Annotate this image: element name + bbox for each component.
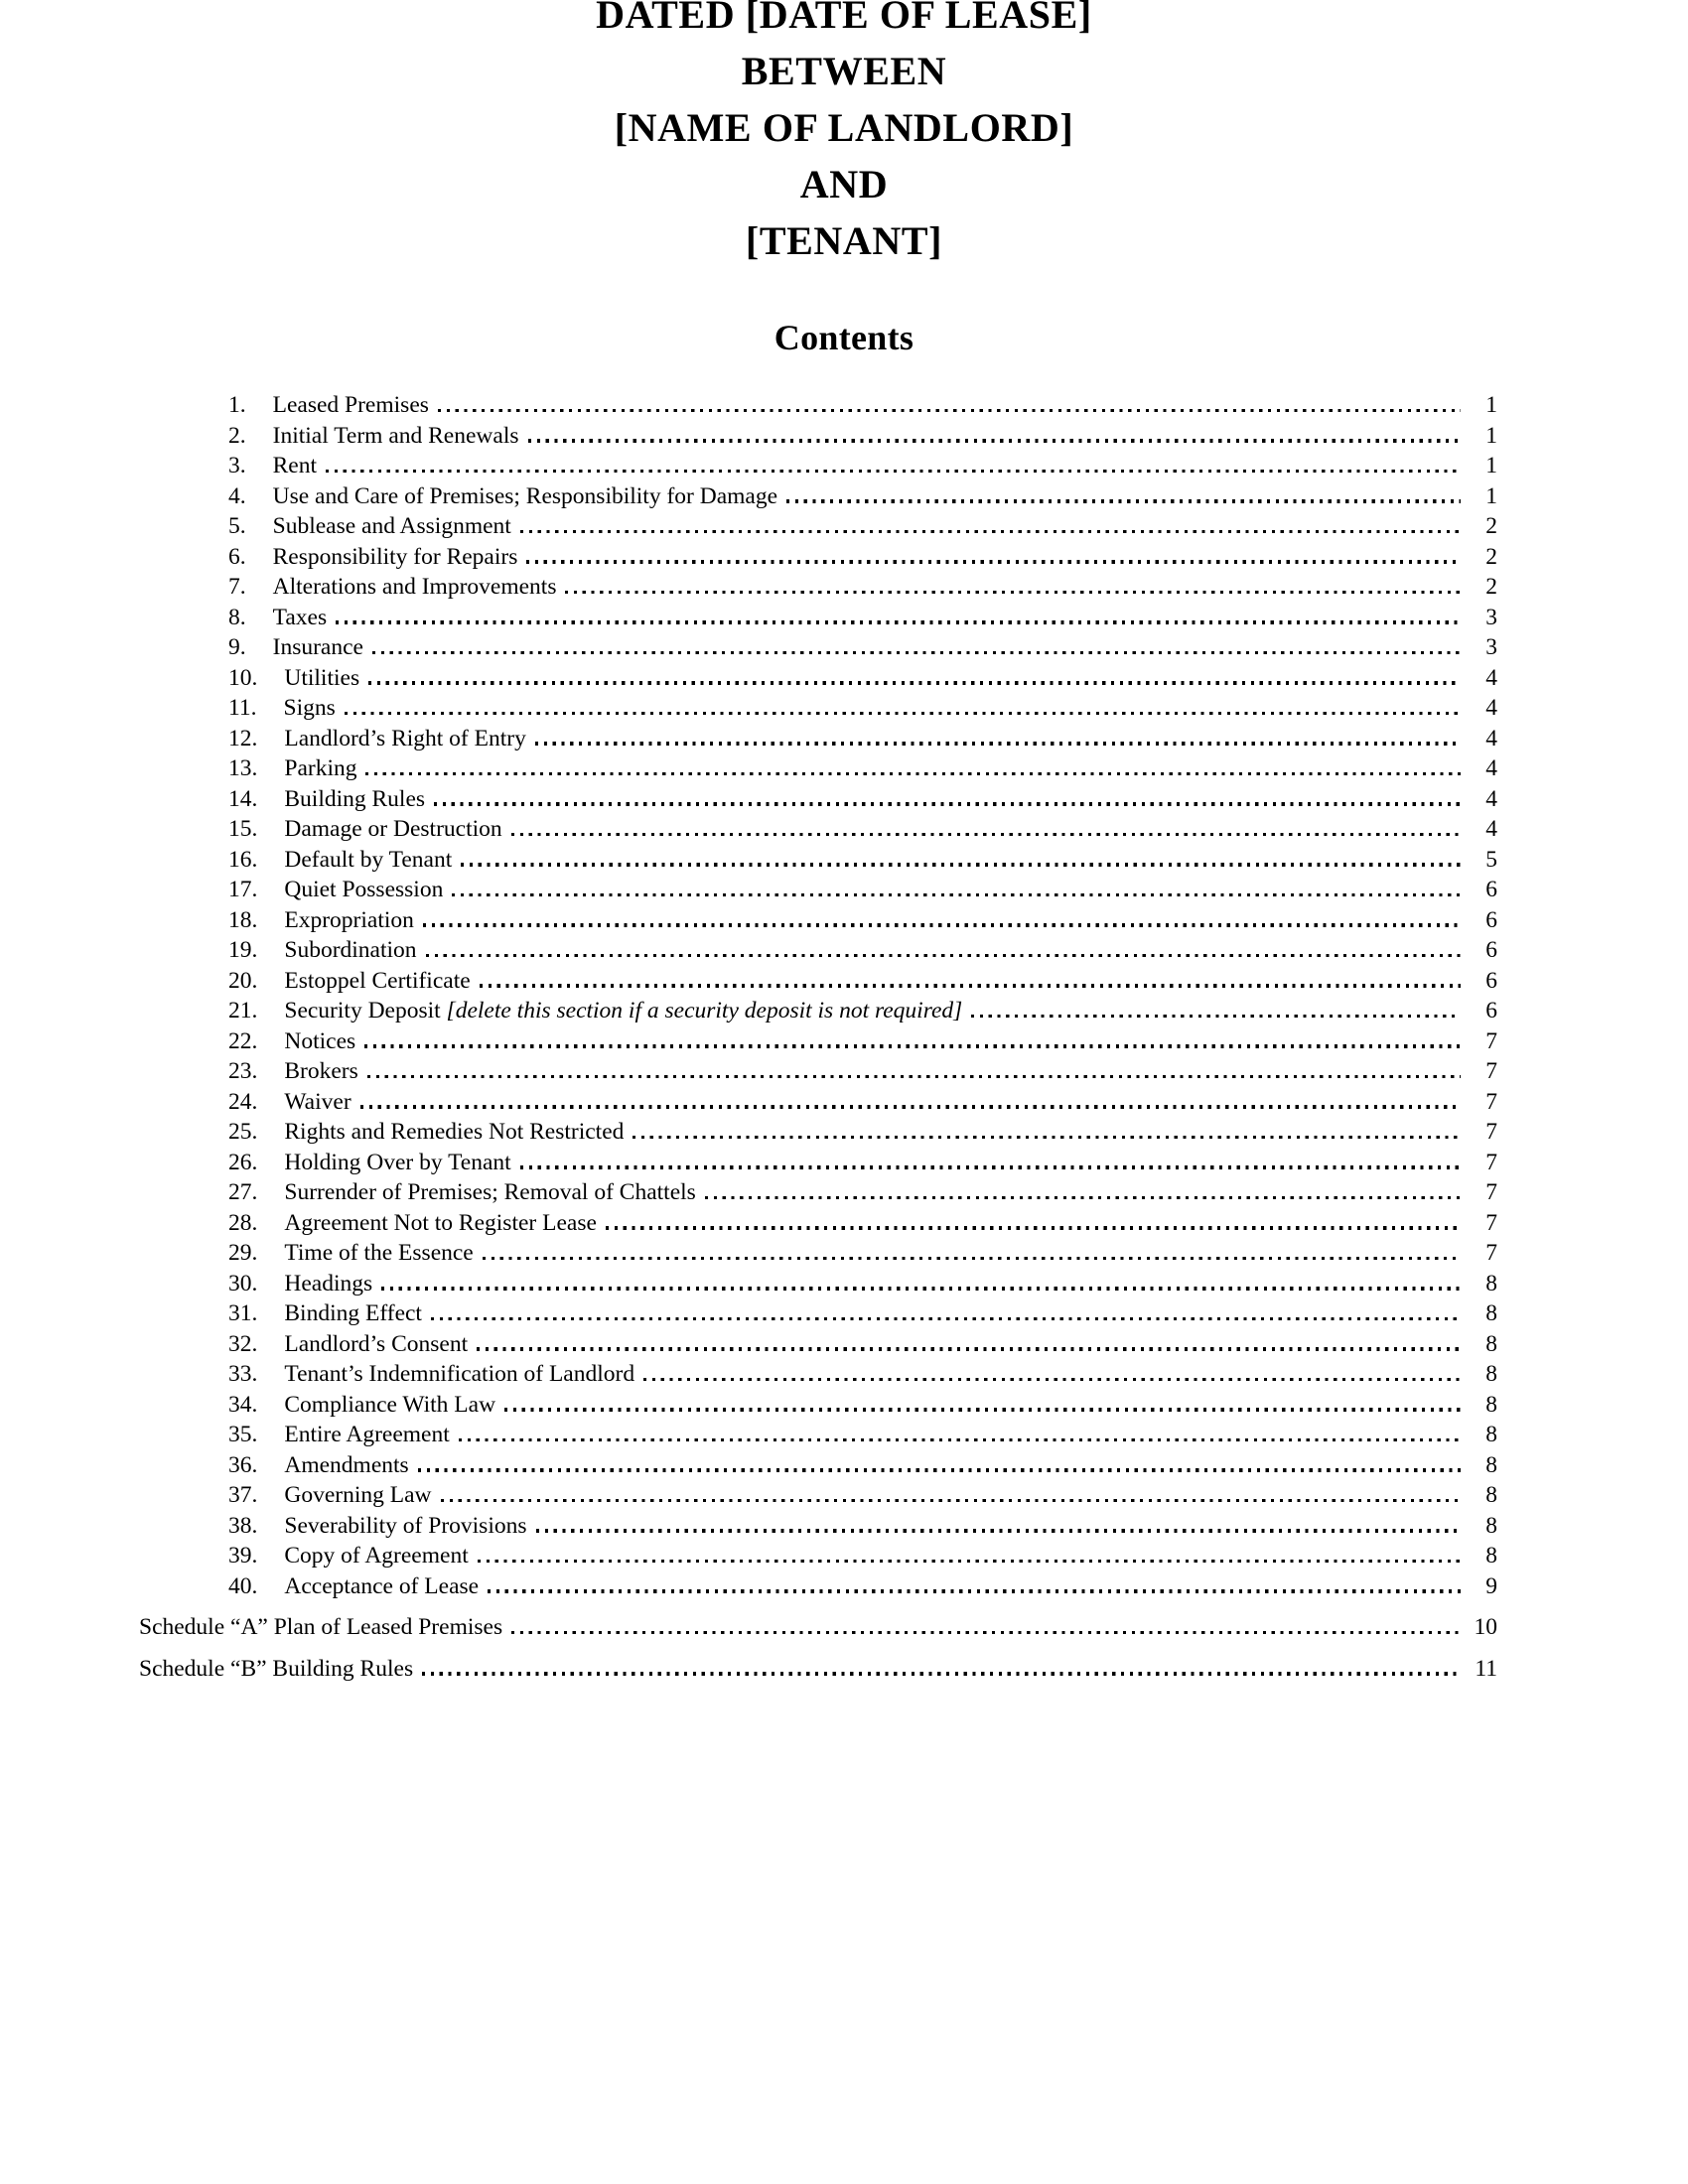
dot-leader xyxy=(368,681,1461,684)
toc-entry-number: 34. xyxy=(228,1391,258,1418)
toc-entry-label xyxy=(284,966,470,997)
toc-entry-label-text: Landlord’s Consent xyxy=(284,1330,469,1357)
toc-entry-label-text: Leased Premises xyxy=(272,392,429,418)
toc-entry-page: 7 xyxy=(1485,1149,1497,1175)
dot-leader xyxy=(633,1136,1461,1139)
dot-leader xyxy=(431,1317,1461,1320)
dot-leader xyxy=(426,954,1461,957)
toc-entry-label xyxy=(284,1269,372,1299)
toc-entry-label xyxy=(284,935,416,966)
toc-entry xyxy=(139,1511,1497,1542)
toc-entry-label xyxy=(284,1420,449,1450)
toc-entry-page: 8 xyxy=(1485,1270,1497,1297)
toc-entry-page: 7 xyxy=(1485,1088,1497,1115)
toc-entry-page: 8 xyxy=(1485,1451,1497,1478)
toc-entry xyxy=(139,1269,1497,1299)
title-line-dated: DATED [DATE OF LEASE] xyxy=(596,0,1092,37)
toc-entry xyxy=(139,1238,1497,1269)
toc-entry-label xyxy=(284,1026,355,1057)
title-line-tenant: [TENANT] xyxy=(745,218,943,263)
toc-entry-label-text: Copy of Agreement xyxy=(284,1543,469,1569)
toc-entry-number: 25. xyxy=(228,1119,258,1145)
dot-leader xyxy=(441,1499,1461,1502)
toc-entry-label-text: Time of the Essence xyxy=(284,1240,474,1266)
toc-entry-page: 6 xyxy=(1485,937,1497,963)
toc-entry-number: 9. xyxy=(228,634,246,660)
toc-entry-label-text: Rent xyxy=(272,453,318,478)
toc-entry xyxy=(139,1450,1497,1481)
toc-entry xyxy=(139,935,1497,966)
title-block xyxy=(0,0,1688,269)
toc-entry-number: 18. xyxy=(228,906,258,933)
toc-entry-label xyxy=(284,1087,351,1118)
toc-entry-page: 4 xyxy=(1485,695,1497,721)
toc-entry-label-text: Amendments xyxy=(284,1451,409,1478)
toc-entry xyxy=(139,1298,1497,1329)
toc-entry xyxy=(139,784,1497,815)
dot-leader xyxy=(336,620,1461,623)
toc-entry-label-text: Alterations and Improvements xyxy=(272,574,557,600)
dot-leader xyxy=(423,923,1461,926)
dot-leader xyxy=(480,984,1461,987)
toc-entry xyxy=(139,1359,1497,1390)
toc-entry-label xyxy=(284,663,359,694)
toc-entry xyxy=(139,1390,1497,1421)
toc-entry-label xyxy=(284,1329,468,1360)
toc-entry-label xyxy=(284,1148,510,1178)
toc-schedule-label: Schedule “A” Plan of Leased Premises xyxy=(139,1614,503,1640)
dot-leader xyxy=(418,1468,1461,1471)
toc-entry-label-text: Compliance With Law xyxy=(284,1391,496,1418)
toc-schedule-page: 10 xyxy=(1474,1614,1497,1640)
toc-entry-number: 14. xyxy=(228,785,258,812)
toc-entry-label xyxy=(284,1359,634,1390)
toc-schedule-label: Schedule “B” Building Rules xyxy=(139,1655,414,1682)
toc-entry-label-text: Binding Effect xyxy=(284,1300,422,1326)
toc-entry-page: 7 xyxy=(1485,1240,1497,1266)
toc-schedule-entry xyxy=(139,1612,1497,1643)
dot-leader xyxy=(536,1529,1462,1532)
toc-entry-page: 6 xyxy=(1485,967,1497,994)
toc-entry-number: 11. xyxy=(228,695,257,721)
toc-entry-page: 6 xyxy=(1485,998,1497,1024)
toc-entry xyxy=(139,693,1497,724)
dot-leader xyxy=(434,802,1461,805)
toc-entry-label-text: Damage or Destruction xyxy=(284,816,502,842)
toc-entry-page: 8 xyxy=(1485,1482,1497,1508)
toc-entry-number: 20. xyxy=(228,967,258,994)
toc-entry-label-text: Utilities xyxy=(284,664,360,691)
toc-entry xyxy=(139,481,1497,512)
toc-entry xyxy=(139,1026,1497,1057)
toc-entry-label xyxy=(284,1541,468,1571)
toc-entry xyxy=(139,905,1497,936)
toc-entry-page: 6 xyxy=(1485,906,1497,933)
toc-entry xyxy=(139,1087,1497,1118)
toc-entry xyxy=(139,663,1497,694)
toc-entry-page: 8 xyxy=(1485,1330,1497,1357)
toc-entry-page: 9 xyxy=(1485,1572,1497,1599)
contents-heading: Contents xyxy=(774,318,914,357)
toc-entry-number: 21. xyxy=(228,998,258,1024)
toc-entry-number: 23. xyxy=(228,1058,258,1084)
toc-entry-label-text: Landlord’s Right of Entry xyxy=(284,725,526,751)
dot-leader xyxy=(381,1287,1461,1290)
toc-entry-label xyxy=(284,875,443,905)
toc-entry-number: 10. xyxy=(228,664,258,691)
toc-entry xyxy=(139,1056,1497,1087)
toc-entry xyxy=(139,1208,1497,1239)
dot-leader xyxy=(535,742,1461,745)
toc-entry-number: 8. xyxy=(228,604,246,630)
dot-leader xyxy=(461,863,1461,866)
toc-entry xyxy=(139,1148,1497,1178)
dot-leader xyxy=(365,772,1461,775)
toc-entry-number: 19. xyxy=(228,937,258,963)
dot-leader xyxy=(511,1631,1461,1634)
toc-entry-number: 24. xyxy=(228,1088,258,1115)
toc-entry-page: 1 xyxy=(1485,422,1497,449)
dot-leader xyxy=(504,1408,1461,1411)
toc-item-list xyxy=(139,390,1497,1601)
toc-entry xyxy=(139,996,1497,1026)
toc-entry-label-text: Quiet Possession xyxy=(284,877,444,902)
toc-entry xyxy=(139,966,1497,997)
toc-entry-label-text: Holding Over by Tenant xyxy=(284,1149,511,1175)
toc-entry-number: 13. xyxy=(228,755,258,781)
toc-entry-page: 2 xyxy=(1485,574,1497,600)
toc-entry-label xyxy=(284,905,414,936)
toc-entry-page: 4 xyxy=(1485,725,1497,751)
dot-leader xyxy=(345,712,1461,715)
toc-entry-page: 4 xyxy=(1485,816,1497,842)
toc-entry-label-text: Headings xyxy=(284,1270,373,1297)
toc-entry-label xyxy=(273,542,518,573)
toc-entry-label xyxy=(284,724,525,754)
toc-entry-number: 1. xyxy=(228,392,246,418)
toc-entry-page: 6 xyxy=(1485,877,1497,902)
toc-entry-number: 4. xyxy=(228,482,246,509)
dot-leader xyxy=(367,1075,1461,1078)
toc-entry-label-text: Acceptance of Lease xyxy=(284,1572,480,1599)
toc-entry-page: 8 xyxy=(1485,1300,1497,1326)
toc-entry-label-text: Entire Agreement xyxy=(284,1422,450,1447)
toc-entry-number: 38. xyxy=(228,1512,258,1539)
toc-entry-label-text: Severability of Provisions xyxy=(284,1512,527,1539)
title-line-and: AND xyxy=(799,162,889,206)
toc-entry xyxy=(139,1541,1497,1571)
toc-entry-label-text: Insurance xyxy=(272,634,363,660)
toc-entry-label-text: Estoppel Certificate xyxy=(284,967,471,994)
toc-entry-page: 4 xyxy=(1485,755,1497,781)
toc-entry-page: 8 xyxy=(1485,1543,1497,1569)
toc-entry-label xyxy=(273,451,317,481)
toc-entry-label-text: Responsibility for Repairs xyxy=(272,543,518,570)
toc-entry-label-text: Parking xyxy=(284,755,357,781)
toc-entry xyxy=(139,603,1497,633)
toc-entry xyxy=(139,875,1497,905)
dot-leader xyxy=(360,1105,1461,1108)
toc-entry-label xyxy=(273,511,511,542)
toc-entry-label xyxy=(284,784,425,815)
toc-entry-page: 3 xyxy=(1485,604,1497,630)
toc-entry-label xyxy=(284,1208,597,1239)
toc-entry xyxy=(139,511,1497,542)
toc-entry-label xyxy=(273,572,557,603)
toc-entry-label-text: Signs xyxy=(283,695,336,721)
toc-entry-page: 7 xyxy=(1485,1179,1497,1205)
toc-entry-number: 37. xyxy=(228,1482,258,1508)
toc-entry xyxy=(139,572,1497,603)
dot-leader xyxy=(364,1044,1461,1047)
toc-entry-label xyxy=(284,1238,473,1269)
toc-entry-page: 7 xyxy=(1485,1058,1497,1084)
toc-entry-label xyxy=(284,1571,479,1602)
dot-leader xyxy=(971,1015,1461,1018)
toc-entry-label xyxy=(284,1117,624,1148)
dot-leader xyxy=(606,1226,1461,1229)
toc-entry-label-text: Default by Tenant xyxy=(284,846,453,873)
toc-entry xyxy=(139,814,1497,845)
toc-entry-page: 8 xyxy=(1485,1391,1497,1418)
dot-leader xyxy=(786,499,1461,502)
toc-entry-label-text: Agreement Not to Register Lease xyxy=(284,1209,597,1236)
toc-entry-label-text: Waiver xyxy=(284,1088,352,1115)
table-of-contents xyxy=(139,390,1497,1684)
title-line-between: BETWEEN xyxy=(741,49,947,93)
toc-entry-label xyxy=(284,1480,431,1511)
dot-leader xyxy=(452,893,1461,896)
toc-entry-number: 40. xyxy=(228,1572,258,1599)
toc-entry-label xyxy=(273,421,519,452)
toc-entry-label-text: Expropriation xyxy=(284,906,414,933)
toc-entry-page: 8 xyxy=(1485,1512,1497,1539)
toc-entry-label-note: [delete this section if a security deposit is not required] xyxy=(446,998,963,1024)
toc-entry-label xyxy=(284,1450,408,1481)
toc-entry-page: 8 xyxy=(1485,1361,1497,1387)
toc-entry-number: 33. xyxy=(228,1361,258,1387)
toc-entry-label xyxy=(284,1056,357,1087)
toc-entry-page: 1 xyxy=(1485,392,1497,418)
toc-entry-number: 16. xyxy=(228,846,258,873)
toc-entry-label-text: Tenant’s Indemnification of Landlord xyxy=(284,1361,635,1387)
title-line-landlord: [NAME OF LANDLORD] xyxy=(614,105,1074,150)
toc-entry xyxy=(139,753,1497,784)
toc-entry xyxy=(139,724,1497,754)
toc-entry-page: 4 xyxy=(1485,785,1497,812)
toc-entry-number: 5. xyxy=(228,513,246,539)
toc-entry xyxy=(139,1177,1497,1208)
toc-entry xyxy=(139,390,1497,421)
toc-entry-number: 7. xyxy=(228,574,246,600)
dot-leader xyxy=(705,1196,1461,1199)
toc-entry-number: 6. xyxy=(228,543,246,570)
dot-leader xyxy=(459,1438,1461,1441)
dot-leader xyxy=(438,409,1461,412)
toc-entry-number: 31. xyxy=(228,1300,258,1326)
toc-schedule-list xyxy=(139,1612,1497,1684)
toc-entry-label-text: Sublease and Assignment xyxy=(272,513,511,539)
toc-entry-label-text: Taxes xyxy=(272,604,328,630)
toc-entry xyxy=(139,421,1497,452)
toc-entry-number: 15. xyxy=(228,816,258,842)
toc-entry xyxy=(139,1117,1497,1148)
dot-leader xyxy=(326,470,1461,473)
dot-leader xyxy=(372,651,1461,654)
toc-schedule-entry xyxy=(139,1654,1497,1685)
toc-entry-page: 2 xyxy=(1485,543,1497,570)
toc-entry-number: 2. xyxy=(228,422,246,449)
dot-leader xyxy=(565,591,1461,594)
toc-entry-number: 22. xyxy=(228,1027,258,1054)
toc-entry-page: 2 xyxy=(1485,513,1497,539)
toc-entry-page: 7 xyxy=(1485,1209,1497,1236)
toc-entry-page: 7 xyxy=(1485,1027,1497,1054)
toc-entry-label-text: Governing Law xyxy=(284,1482,432,1508)
dot-leader xyxy=(422,1672,1461,1675)
toc-entry-label-text: Surrender of Premises; Removal of Chattels xyxy=(284,1179,696,1205)
toc-entry-label xyxy=(284,753,356,784)
toc-entry-label-text: Use and Care of Premises; Responsibility for Damage xyxy=(272,482,778,509)
toc-entry xyxy=(139,1329,1497,1360)
toc-entry-label xyxy=(284,996,962,1026)
toc-entry-number: 36. xyxy=(228,1451,258,1478)
dot-leader xyxy=(643,1378,1461,1381)
toc-entry-label-text: Brokers xyxy=(284,1058,358,1084)
toc-entry-label xyxy=(273,603,327,633)
toc-entry-label xyxy=(273,481,777,512)
toc-entry-number: 29. xyxy=(228,1240,258,1266)
toc-entry-number: 30. xyxy=(228,1270,258,1297)
toc-entry-number: 12. xyxy=(228,725,258,751)
toc-entry-label-text: Security Deposit xyxy=(284,998,447,1024)
toc-entry xyxy=(139,1420,1497,1450)
dot-leader xyxy=(478,1560,1461,1563)
toc-entry-label-text: Subordination xyxy=(284,937,417,963)
dot-leader xyxy=(520,1165,1461,1168)
toc-entry xyxy=(139,845,1497,876)
dot-leader xyxy=(528,439,1462,442)
toc-entry-number: 17. xyxy=(228,877,258,902)
toc-entry-page: 1 xyxy=(1485,482,1497,509)
toc-entry-label xyxy=(284,814,501,845)
toc-entry-number: 32. xyxy=(228,1330,258,1357)
toc-entry-page: 7 xyxy=(1485,1119,1497,1145)
toc-entry-number: 3. xyxy=(228,453,246,478)
toc-schedule-page: 11 xyxy=(1475,1655,1497,1682)
toc-entry-page: 8 xyxy=(1485,1422,1497,1447)
toc-entry-number: 28. xyxy=(228,1209,258,1236)
toc-entry-page: 1 xyxy=(1485,453,1497,478)
toc-entry xyxy=(139,1480,1497,1511)
toc-entry xyxy=(139,1571,1497,1602)
toc-entry-label-text: Building Rules xyxy=(284,785,426,812)
toc-entry-label-text: Notices xyxy=(284,1027,356,1054)
toc-entry-label xyxy=(284,1390,495,1421)
toc-entry-page: 4 xyxy=(1485,664,1497,691)
toc-entry-number: 35. xyxy=(228,1422,258,1447)
toc-entry xyxy=(139,542,1497,573)
toc-entry-label xyxy=(284,845,452,876)
toc-entry-label xyxy=(273,390,429,421)
toc-entry xyxy=(139,451,1497,481)
toc-entry-number: 26. xyxy=(228,1149,258,1175)
dot-leader xyxy=(526,560,1461,563)
dot-leader xyxy=(488,1589,1461,1592)
dot-leader xyxy=(483,1257,1461,1260)
toc-entry-number: 27. xyxy=(228,1179,258,1205)
toc-entry-label xyxy=(284,1298,422,1329)
toc-entry-label-text: Initial Term and Renewals xyxy=(272,422,519,449)
dot-leader xyxy=(511,833,1461,836)
toc-entry-label xyxy=(284,1511,526,1542)
toc-entry-number: 39. xyxy=(228,1543,258,1569)
dot-leader xyxy=(520,530,1461,533)
toc-entry-label xyxy=(273,632,363,663)
dot-leader xyxy=(477,1347,1461,1350)
toc-entry-label-text: Rights and Remedies Not Restricted xyxy=(284,1119,625,1145)
toc-entry-label xyxy=(284,693,336,724)
toc-entry xyxy=(139,632,1497,663)
toc-entry-page: 5 xyxy=(1485,846,1497,873)
toc-entry-page: 3 xyxy=(1485,634,1497,660)
toc-entry-label xyxy=(284,1177,695,1208)
